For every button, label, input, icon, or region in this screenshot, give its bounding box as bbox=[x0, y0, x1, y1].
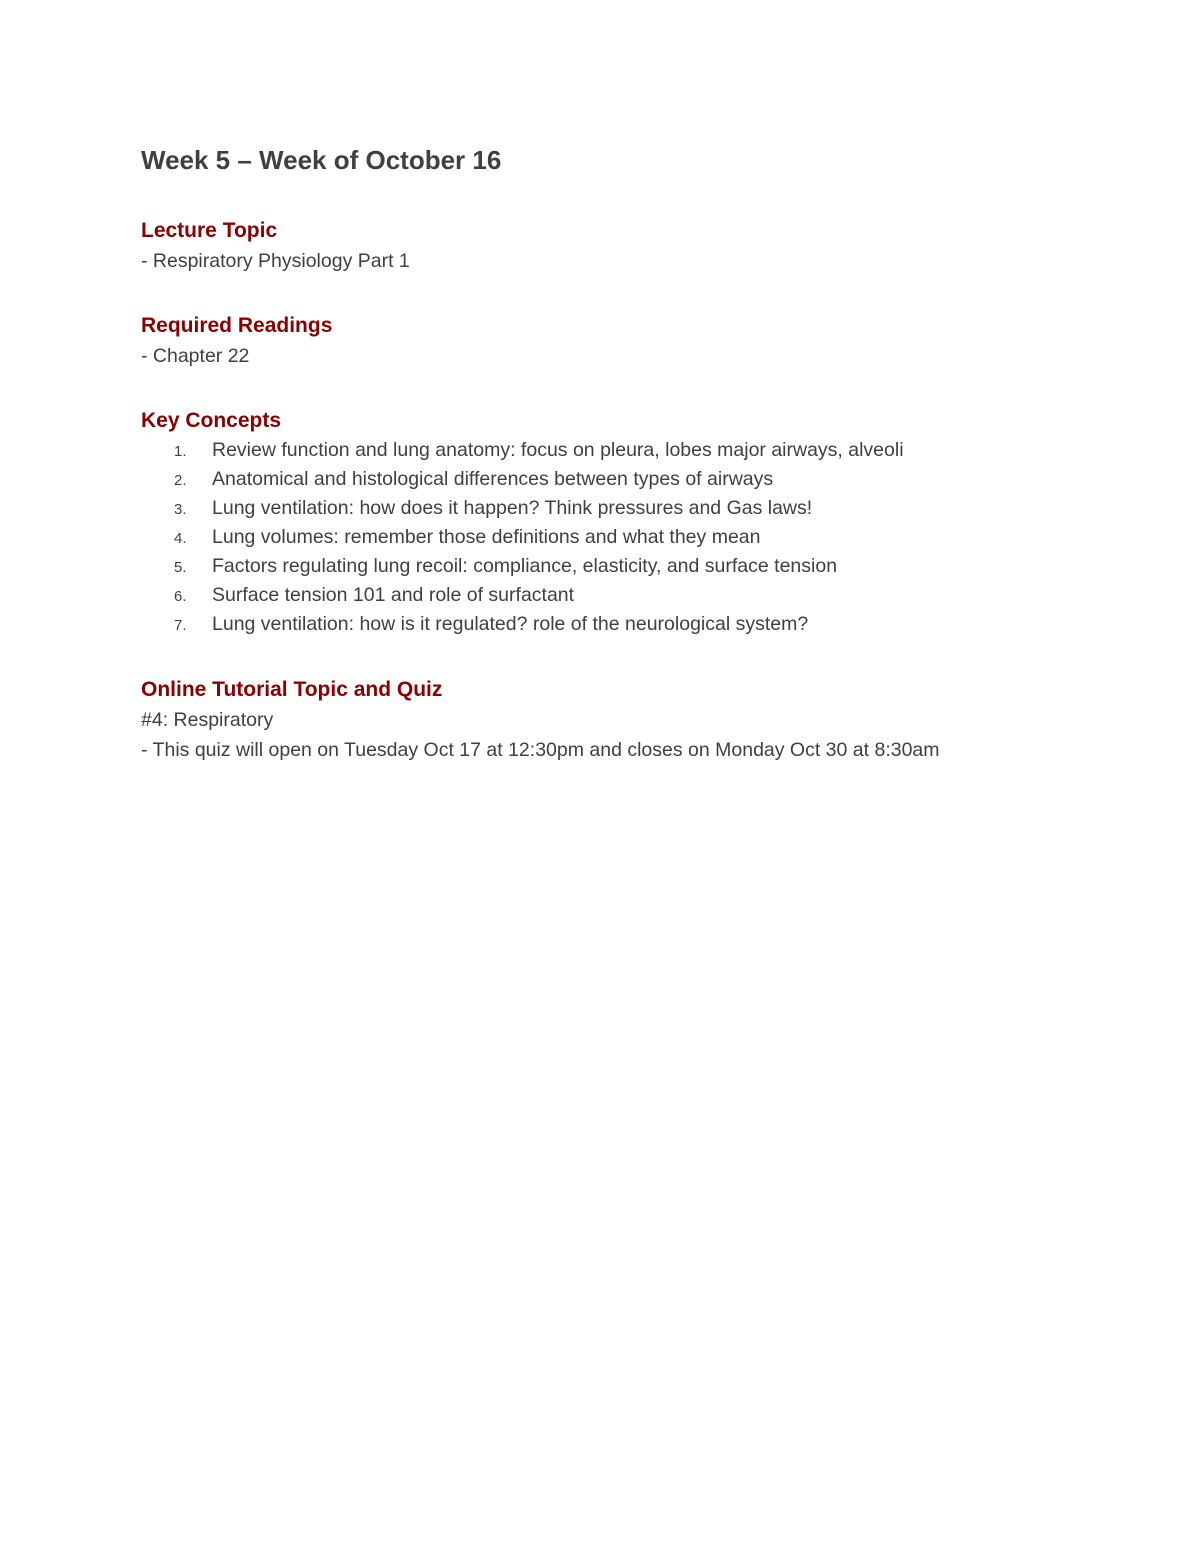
document-page bbox=[141, 140, 1081, 765]
list-item bbox=[141, 610, 1081, 639]
tutorial-topic-line: #4: Respiratory bbox=[141, 709, 274, 731]
tutorial-heading: Online Tutorial Topic and Quiz bbox=[141, 678, 443, 701]
list-item bbox=[141, 552, 1081, 581]
list-item-number: 2. bbox=[174, 472, 187, 489]
list-item-text: Lung volumes: remember those definitions and what they mean bbox=[212, 526, 761, 548]
list-item-number: 7. bbox=[174, 617, 187, 634]
list-item-number: 1. bbox=[174, 443, 187, 460]
readings-section bbox=[141, 311, 1081, 371]
list-item bbox=[141, 436, 1081, 465]
list-item-number: 5. bbox=[174, 559, 187, 576]
page-title: Week 5 – Week of October 16 bbox=[141, 145, 502, 175]
lecture-topic-line: - Respiratory Physiology Part 1 bbox=[141, 250, 410, 272]
list-item-number: 6. bbox=[174, 588, 187, 605]
list-item-text: Factors regulating lung recoil: compliance, elasticity, and surface tension bbox=[212, 555, 838, 577]
key-concepts-section bbox=[141, 406, 1081, 639]
list-item-text: Review function and lung anatomy: focus on pleura, lobes major airways, alveoli bbox=[212, 439, 904, 461]
list-item-number: 4. bbox=[174, 530, 187, 547]
list-item bbox=[141, 523, 1081, 552]
list-item-text: Surface tension 101 and role of surfactant bbox=[212, 584, 575, 606]
list-item bbox=[141, 494, 1081, 523]
lecture-section bbox=[141, 216, 1081, 276]
key-concepts-list bbox=[141, 436, 1081, 639]
readings-line: - Chapter 22 bbox=[141, 345, 250, 367]
readings-heading: Required Readings bbox=[141, 314, 333, 337]
list-item bbox=[141, 581, 1081, 610]
list-item-text: Lung ventilation: how is it regulated? role of the neurological system? bbox=[212, 613, 809, 635]
list-item bbox=[141, 465, 1081, 494]
list-item-number: 3. bbox=[174, 501, 187, 518]
list-item-text: Anatomical and histological differences between types of airways bbox=[212, 468, 774, 490]
key-concepts-heading: Key Concepts bbox=[141, 409, 282, 432]
tutorial-section bbox=[141, 675, 1081, 765]
list-item-text: Lung ventilation: how does it happen? Think pressures and Gas laws! bbox=[212, 497, 813, 519]
tutorial-quiz-note: - This quiz will open on Tuesday Oct 17 at 12:30pm and closes on Monday Oct 30 at 8:30am bbox=[141, 739, 940, 761]
lecture-heading: Lecture Topic bbox=[141, 219, 278, 242]
